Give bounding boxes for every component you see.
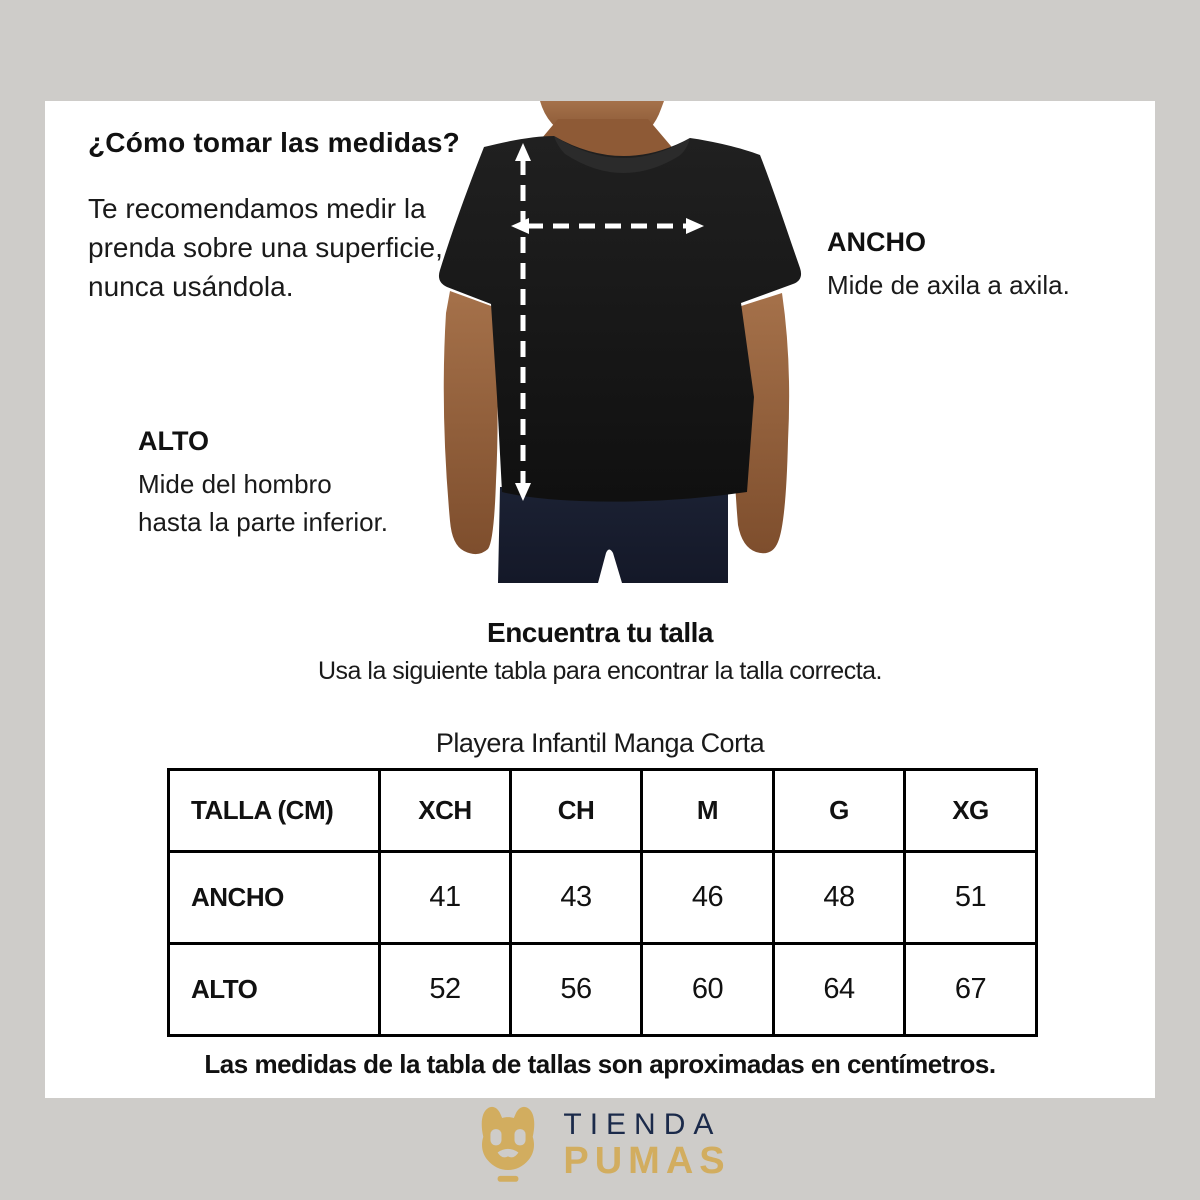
find-size-subtitle: Usa la siguiente tabla para encontrar la talla correcta. [318, 657, 882, 685]
col-header-xg: XG [905, 770, 1037, 852]
brand-name [563, 1102, 730, 1181]
brand-name-tienda: TIENDA [563, 1108, 722, 1141]
alto-note [138, 426, 388, 541]
col-header-xch: XCH [380, 770, 511, 852]
col-header-ch: CH [511, 770, 642, 852]
col-header-m: M [642, 770, 774, 852]
brand-name-pumas: PUMAS [563, 1140, 731, 1182]
ancho-description: Mide de axila a axila. [827, 270, 1070, 300]
cell-ancho-xch: 41 [380, 852, 511, 944]
cell-alto-m: 60 [642, 944, 774, 1036]
table-row-ancho [169, 852, 1037, 944]
size-table-title: Playera Infantil Manga Corta [435, 728, 765, 758]
ancho-label: ANCHO [827, 227, 926, 257]
ancho-note [827, 227, 1070, 304]
col-header-talla: TALLA (CM) [169, 770, 380, 852]
table-row-alto [169, 944, 1037, 1036]
cell-ancho-ch: 43 [511, 852, 642, 944]
how-to-title: ¿Cómo tomar las medidas? [88, 127, 460, 158]
how-to-line: prenda sobre una superficie, [88, 232, 443, 263]
cell-alto-xg: 67 [905, 944, 1037, 1036]
row-label-alto: ALTO [169, 944, 380, 1036]
size-table-header-row [169, 770, 1037, 852]
col-header-g: G [774, 770, 905, 852]
cell-ancho-g: 48 [774, 852, 905, 944]
cell-ancho-xg: 51 [905, 852, 1037, 944]
cell-alto-ch: 56 [511, 944, 642, 1036]
cell-alto-xch: 52 [380, 944, 511, 1036]
row-label-ancho: ANCHO [169, 852, 380, 944]
content-card [45, 101, 1155, 1098]
size-table [167, 768, 1038, 1037]
tshirt-model-photo [430, 101, 810, 591]
how-to-line: nunca usándola. [88, 271, 294, 302]
cell-ancho-m: 46 [642, 852, 774, 944]
pumas-logo-icon [469, 1102, 547, 1190]
how-to-line: Te recomendamos medir la [88, 193, 426, 224]
how-to-body [88, 189, 443, 306]
alto-description: Mide del hombro hasta la parte inferior. [138, 469, 389, 537]
table-footnote: Las medidas de la tabla de tallas son aproximadas en centímetros. [204, 1049, 996, 1079]
cell-alto-g: 64 [774, 944, 905, 1036]
brand-logo [0, 1102, 1200, 1190]
find-size-title: Encuentra tu talla [487, 617, 713, 648]
alto-label: ALTO [138, 426, 209, 456]
